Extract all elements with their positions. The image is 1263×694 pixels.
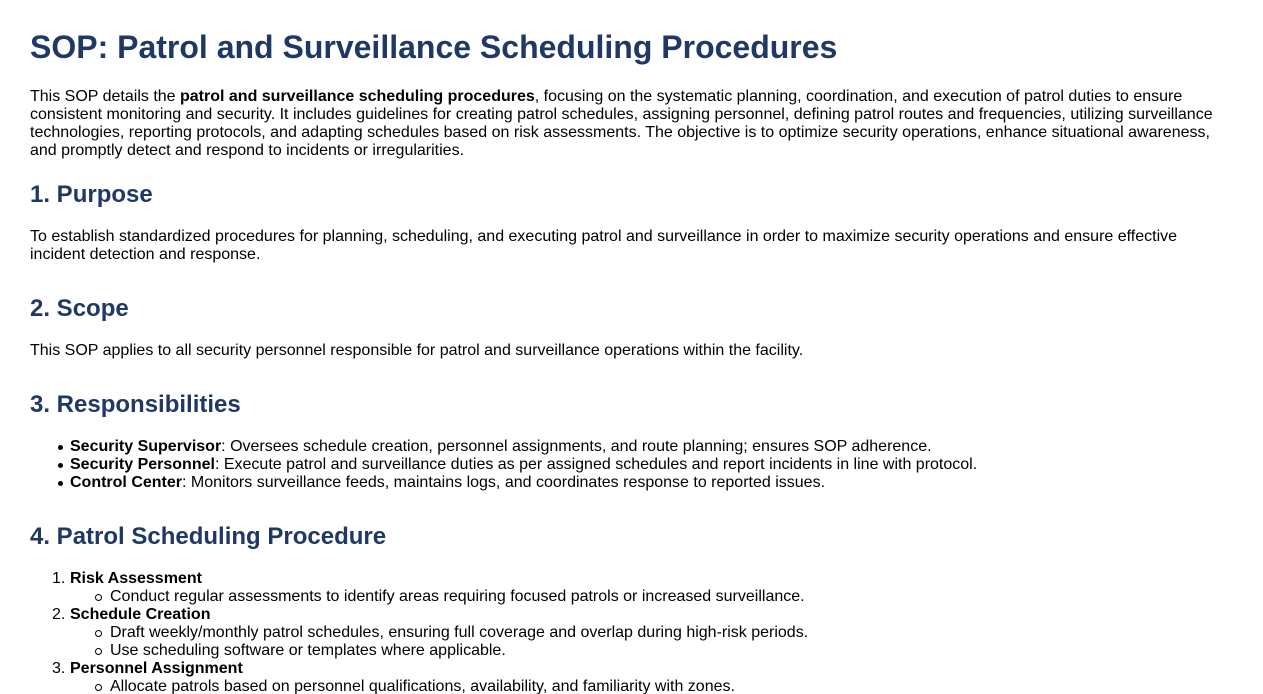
step-number: 1. — [52, 570, 66, 587]
intro-paragraph — [30, 88, 1220, 160]
page-title: SOP: Patrol and Surveillance Scheduling Procedures — [30, 29, 838, 65]
role-name: Security Personnel — [70, 456, 215, 473]
step-number: 2. — [52, 606, 66, 623]
list-item — [30, 606, 1220, 660]
step-title: Risk Assessment — [70, 570, 202, 587]
list-item: Allocate patrols based on personnel qualifications, availability, and familiarity with zones. — [70, 678, 1220, 694]
section-heading-responsibilities: 3. Responsibilities — [30, 391, 241, 418]
purpose-text: To establish standardized procedures for planning, scheduling, and executing patrol and surveillance in order to maximize security operations and ensure effective incident detection and response. — [30, 228, 1178, 263]
list-item — [30, 474, 1220, 492]
step-title: Personnel Assignment — [70, 660, 243, 677]
role-desc: : Oversees schedule creation, personnel assignments, and route planning; ensures SOP adherence. — [221, 438, 932, 455]
list-item: Use scheduling software or templates where applicable. — [70, 642, 1220, 660]
section-heading-procedure: 4. Patrol Scheduling Procedure — [30, 523, 387, 550]
step-sub-list — [70, 624, 1220, 660]
list-item — [30, 570, 1220, 606]
role-desc: : Monitors surveillance feeds, maintains logs, and coordinates response to reported issues. — [182, 474, 826, 491]
step-sub-list — [70, 678, 1220, 694]
step-sub-list — [70, 588, 1220, 606]
list-item — [30, 660, 1220, 694]
section-heading-scope: 2. Scope — [30, 295, 129, 322]
step-number: 3. — [52, 660, 66, 677]
step-title: Schedule Creation — [70, 606, 211, 623]
responsibilities-list — [30, 438, 1220, 492]
section-heading-purpose: 1. Purpose — [30, 181, 153, 208]
intro-text-before: This SOP details the — [30, 88, 180, 105]
intro-text-bold: patrol and surveillance scheduling procedures — [180, 88, 535, 105]
role-name: Control Center — [70, 474, 182, 491]
role-desc: : Execute patrol and surveillance duties as per assigned schedules and report incidents in line with protocol. — [214, 456, 978, 473]
role-name: Security Supervisor — [70, 438, 222, 455]
scope-text: This SOP applies to all security personnel responsible for patrol and surveillance operations within the facility. — [30, 342, 804, 359]
list-item — [30, 438, 1220, 456]
procedure-steps-list — [30, 570, 1220, 694]
list-item: Draft weekly/monthly patrol schedules, ensuring full coverage and overlap during high-risk periods. — [70, 624, 1220, 642]
list-item: Conduct regular assessments to identify areas requiring focused patrols or increased surveillance. — [70, 588, 1220, 606]
list-item — [30, 456, 1220, 474]
intro-text-after: , focusing on the systematic planning, coordination, and execution of patrol duties to ensure consistent monitoring and security. It includes guidelines for creating patrol schedules, assigning personnel, defining patrol routes and frequencies, utilizing surveillance technologies, reporting protocols, and adapting schedules based on risk assessments. The objective is to optimize security operations, enhance situational awareness, and promptly detect and respond to incidents or irregularities. — [30, 88, 1213, 159]
